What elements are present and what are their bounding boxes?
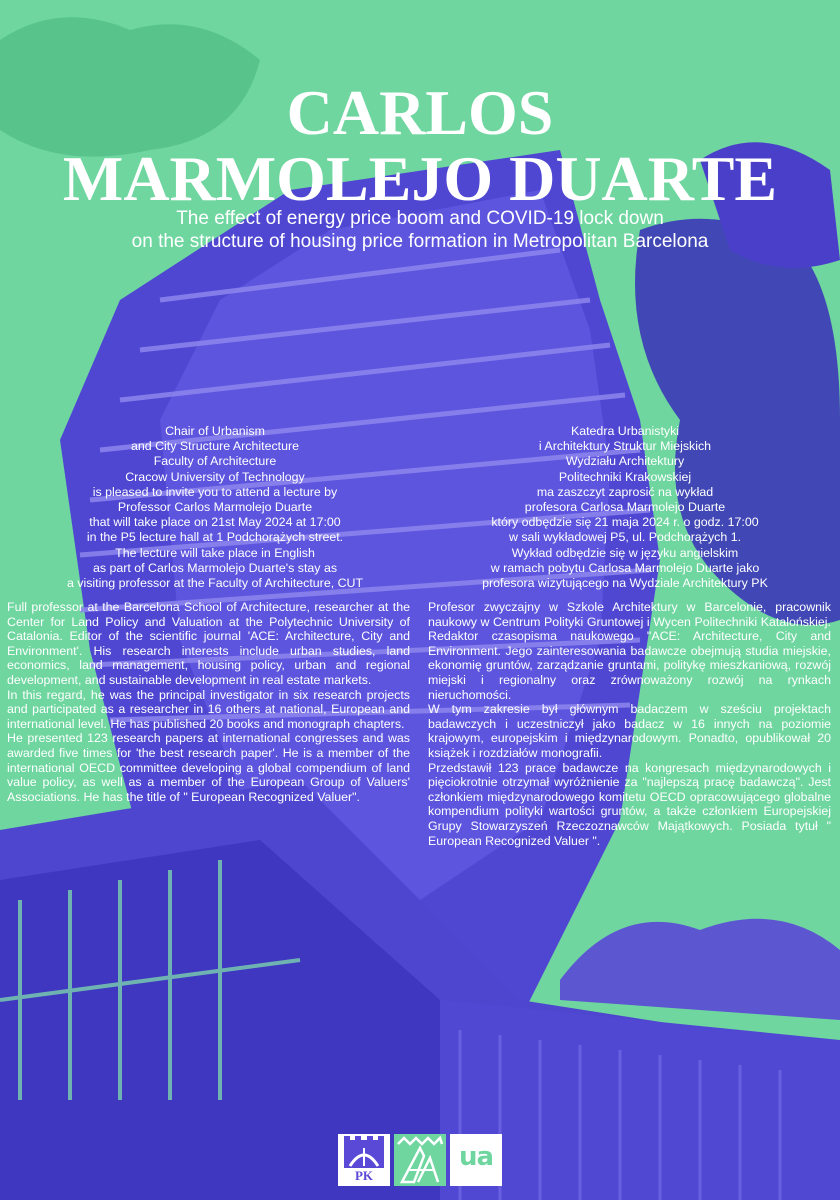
ua-logo [450,1134,502,1186]
invitation-line: i Architektury Struktur Miejskich [538,439,712,454]
invitation-line: w sali wykładowej P5, ul. Podchorążych 1. [508,530,742,545]
invitation-line: Politechniki Krakowskiej [558,469,692,484]
biography-paragraph: He presented 123 research papers at international congresses and was awarded five times for 'the best research paper'. He is a member of the international OECD committee developing a global compendium of land value policy, as well as a member of the European Group of Valuers' Associations. He has the title of " European Recognized Valuer". [7,731,410,804]
invitation-line: The lecture will take place in English [115,545,315,560]
invitation-line: Cracow University of Technology [125,469,305,484]
invitation-line: Katedra Urbanistyki [570,424,680,438]
biography-english [7,600,410,804]
invitation-line: profesora wizytującego na Wydziale Architektury PK [482,576,768,591]
lecture-title-line-2: on the structure of housing price formation in Metropolitan Barcelona [131,231,709,252]
invitation-line: as part of Carlos Marmolejo Duarte's stay as [92,560,338,575]
biography-paragraph: Full professor at the Barcelona School of Architecture, researcher at the Center for Land Policy and Valuation at the Polytechnic University of Catalonia. Editor of the scientific journal 'ACE: Architecture, City and Environment'. His research interests include urban studies, land economics, land management, housing policy, urban and regional development, and sustainable development in real estate markets. [7,600,410,687]
invitation-polish [430,424,820,591]
invitation-line: in the P5 lecture hall at 1 Podchorążych street. [86,530,344,545]
invitation-line: profesora Carlosa Marmolejo Duarte [524,500,726,515]
logo-strip [338,1130,502,1190]
faculty-emblem-icon [394,1134,446,1186]
invitation-line: Wydziału Architektury [565,454,685,469]
invitation-line: który odbędzie się 21 maja 2024 r. o godz. 17:00 [491,515,759,530]
ua-logo-text: ua [458,1142,494,1172]
biography-paragraph: In this regard, he was the principal investigator in six research projects and participated as a researcher in 16 others at national, European and international level. He has published 20 books and monograph chapters. [7,687,410,731]
invitation-english [20,424,410,591]
invitation-line: Chair of Urbanism [165,424,265,438]
invitation-line: w ramach pobytu Carlosa Marmolejo Duarte jako [490,560,760,575]
invitation-line: that will take place on 21st May 2024 at 17:00 [89,515,341,530]
invitation-line: Professor Carlos Marmolejo Duarte [117,500,313,515]
lecture-title [0,207,840,253]
speaker-first-name: CARLOS [286,77,554,148]
biography-paragraph: Przedstawił 123 prace badawcze na kongresach międzynarodowych i pięciokrotnie otrzymał wyróżnienie za "najlepszą pracę badawczą". Jest członkiem międzynarodowego komitetu OECD opracowującego globalne kompendium polityki wartości gruntów, a także członkiem Europejskiej Grupy Stowarzyszeń Rzeczoznawców Majątkowych. Posiada tytuł " European Recognized Valuer ". [428,760,831,848]
biography-paragraph: W tym zakresie był głównym badaczem w sześciu projektach badawczych i uczestniczył jako badacz w 16 innych na poziomie krajowym, europejskim i międzynarodowym. Ponadto, opublikował 20 książek i rozdziałów monografii. [428,702,831,760]
invitation-line: Wykład odbędzie się w języku angielskim [511,545,739,560]
invitation-line: ma zaszczyt zaprosić na wykład [536,484,714,499]
invitation-line: and City Structure Architecture [130,439,300,454]
pk-logo-text: PK [354,1168,374,1183]
invitation-line: a visiting professor at the Faculty of Architecture, CUT [66,576,364,591]
biography-paragraph: Profesor zwyczajny w Szkole Architektury w Barcelonie, pracownik naukowy w Centrum Polityki Gruntowej i Wycen Politechniki Katalońskiej. Redaktor czasopisma naukowego "ACE: Architecture, City and Environment. Jego zainteresowania badawcze obejmują studia miejskie, ekonomię gruntów, zarządzanie gruntami, politykę mieszkaniową, rozwój miejski i regionalny oraz zrównoważony rozwój na rynkach nieruchomości. [428,600,831,702]
speaker-last-name: MARMOLEJO DUARTE [62,143,778,214]
biography-polish [428,600,831,848]
invitation-line: is pleased to invite you to attend a lecture by [92,484,338,499]
faculty-architecture-logo [394,1134,446,1186]
invitation-line: Faculty of Architecture [153,454,277,469]
pk-university-logo [338,1134,390,1186]
lecture-title-line-1: The effect of energy price boom and COVID-19 lock down [176,208,664,229]
